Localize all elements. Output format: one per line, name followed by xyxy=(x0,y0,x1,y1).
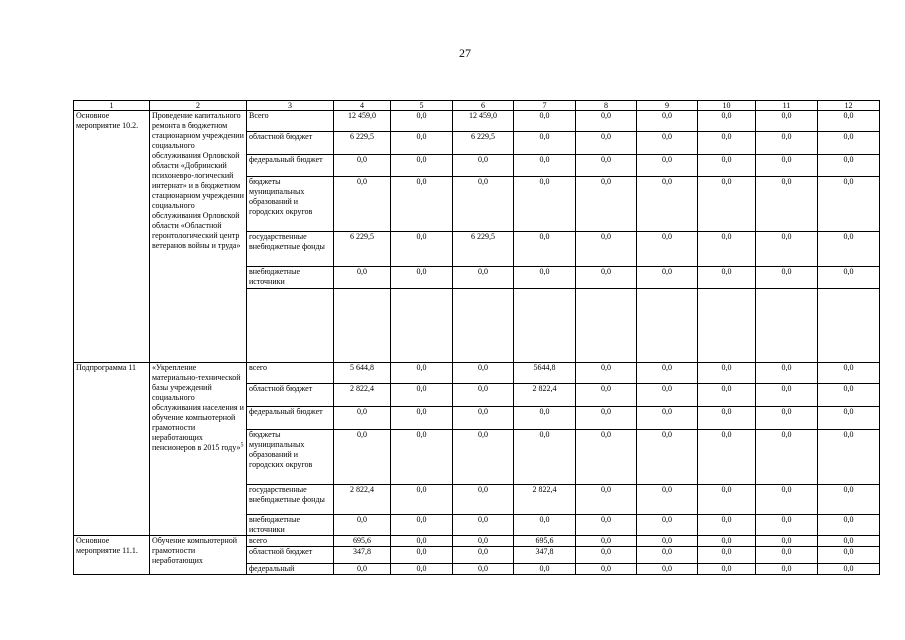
amount-cell: 0,0 xyxy=(756,111,818,132)
amount-cell: 0,0 xyxy=(756,155,818,177)
amount-cell: 0,0 xyxy=(391,177,453,232)
amount-cell: 0,0 xyxy=(698,430,756,485)
amount-cell: 2 822,4 xyxy=(334,485,391,515)
column-number: 11 xyxy=(756,101,818,111)
header-row xyxy=(74,101,880,111)
amount-cell: 0,0 xyxy=(391,430,453,485)
amount-cell: 0,0 xyxy=(698,232,756,267)
amount-cell: 0,0 xyxy=(391,155,453,177)
amount-cell xyxy=(698,289,756,363)
program-code-cell: Основное мероприятие 11.1. xyxy=(74,536,150,575)
funding-source-cell: федеральный xyxy=(247,564,334,575)
amount-cell: 0,0 xyxy=(391,232,453,267)
amount-cell: 0,0 xyxy=(637,232,698,267)
amount-cell: 5 644,8 xyxy=(334,363,391,384)
amount-cell: 0,0 xyxy=(576,132,637,155)
funding-source-cell: федеральный бюджет xyxy=(247,155,334,177)
amount-cell: 0,0 xyxy=(756,485,818,515)
amount-cell: 0,0 xyxy=(818,232,880,267)
amount-cell: 0,0 xyxy=(334,267,391,289)
amount-cell: 347,8 xyxy=(334,547,391,564)
amount-cell: 0,0 xyxy=(637,155,698,177)
amount-cell: 0,0 xyxy=(514,177,576,232)
amount-cell: 12 459,0 xyxy=(453,111,514,132)
funding-source-cell: бюджеты муниципальных образований и городских округов xyxy=(247,430,334,485)
amount-cell: 0,0 xyxy=(637,515,698,536)
amount-cell: 0,0 xyxy=(453,407,514,430)
amount-cell: 0,0 xyxy=(453,267,514,289)
amount-cell: 0,0 xyxy=(334,564,391,575)
table-row xyxy=(74,363,880,384)
column-number: 12 xyxy=(818,101,880,111)
amount-cell: 0,0 xyxy=(391,384,453,407)
amount-cell: 0,0 xyxy=(818,132,880,155)
funding-source-cell: федеральный бюджет xyxy=(247,407,334,430)
amount-cell: 0,0 xyxy=(576,547,637,564)
amount-cell: 0,0 xyxy=(756,430,818,485)
program-code-cell: Подпрограмма 11 xyxy=(74,363,150,536)
column-number: 4 xyxy=(334,101,391,111)
amount-cell: 0,0 xyxy=(391,132,453,155)
amount-cell: 6 229,5 xyxy=(334,132,391,155)
table-row xyxy=(74,536,880,547)
amount-cell: 0,0 xyxy=(576,363,637,384)
amount-cell: 0,0 xyxy=(818,407,880,430)
amount-cell: 12 459,0 xyxy=(334,111,391,132)
amount-cell xyxy=(576,289,637,363)
amount-cell: 0,0 xyxy=(637,536,698,547)
amount-cell: 0,0 xyxy=(576,430,637,485)
amount-cell: 6 229,5 xyxy=(334,232,391,267)
amount-cell: 0,0 xyxy=(698,155,756,177)
amount-cell xyxy=(391,289,453,363)
column-number: 2 xyxy=(150,101,247,111)
amount-cell: 0,0 xyxy=(637,132,698,155)
amount-cell: 0,0 xyxy=(576,155,637,177)
footnote-marker: 5 xyxy=(240,442,244,449)
column-number: 6 xyxy=(453,101,514,111)
amount-cell: 0,0 xyxy=(756,363,818,384)
amount-cell: 0,0 xyxy=(818,111,880,132)
amount-cell: 6 229,5 xyxy=(453,132,514,155)
amount-cell: 0,0 xyxy=(698,384,756,407)
amount-cell: 0,0 xyxy=(391,515,453,536)
amount-cell: 0,0 xyxy=(756,547,818,564)
amount-cell: 2 822,4 xyxy=(334,384,391,407)
program-code-cell: Основное мероприятие 10.2. xyxy=(74,111,150,363)
amount-cell: 0,0 xyxy=(756,564,818,575)
amount-cell: 0,0 xyxy=(818,267,880,289)
amount-cell: 0,0 xyxy=(756,267,818,289)
page-number: 27 xyxy=(459,46,471,60)
amount-cell: 0,0 xyxy=(576,177,637,232)
column-number: 8 xyxy=(576,101,637,111)
amount-cell: 0,0 xyxy=(756,132,818,155)
amount-cell: 0,0 xyxy=(453,430,514,485)
amount-cell: 0,0 xyxy=(391,407,453,430)
amount-cell: 0,0 xyxy=(818,547,880,564)
amount-cell: 0,0 xyxy=(756,536,818,547)
amount-cell: 0,0 xyxy=(453,155,514,177)
amount-cell: 0,0 xyxy=(637,267,698,289)
amount-cell: 0,0 xyxy=(453,384,514,407)
column-number: 3 xyxy=(247,101,334,111)
amount-cell xyxy=(514,289,576,363)
column-number: 1 xyxy=(74,101,150,111)
amount-cell: 0,0 xyxy=(514,132,576,155)
amount-cell: 0,0 xyxy=(818,485,880,515)
amount-cell: 0,0 xyxy=(514,111,576,132)
amount-cell: 0,0 xyxy=(514,407,576,430)
amount-cell: 0,0 xyxy=(756,407,818,430)
amount-cell: 0,0 xyxy=(576,536,637,547)
funding-source-cell: всего xyxy=(247,536,334,547)
amount-cell: 0,0 xyxy=(334,177,391,232)
amount-cell: 0,0 xyxy=(391,547,453,564)
amount-cell: 0,0 xyxy=(514,155,576,177)
amount-cell: 0,0 xyxy=(756,515,818,536)
amount-cell: 0,0 xyxy=(818,177,880,232)
amount-cell: 0,0 xyxy=(698,485,756,515)
amount-cell: 0,0 xyxy=(453,485,514,515)
amount-cell: 0,0 xyxy=(334,430,391,485)
amount-cell: 0,0 xyxy=(391,536,453,547)
amount-cell xyxy=(637,289,698,363)
amount-cell: 0,0 xyxy=(576,564,637,575)
column-number: 5 xyxy=(391,101,453,111)
amount-cell xyxy=(334,289,391,363)
amount-cell: 0,0 xyxy=(576,515,637,536)
column-number: 10 xyxy=(698,101,756,111)
amount-cell: 0,0 xyxy=(698,363,756,384)
funding-source-cell: государственные внебюджетные фонды xyxy=(247,232,334,267)
funding-source-cell xyxy=(247,289,334,363)
amount-cell: 0,0 xyxy=(453,515,514,536)
amount-cell: 0,0 xyxy=(576,111,637,132)
amount-cell: 0,0 xyxy=(576,384,637,407)
amount-cell: 0,0 xyxy=(637,564,698,575)
amount-cell: 0,0 xyxy=(637,111,698,132)
amount-cell: 0,0 xyxy=(391,485,453,515)
amount-cell: 0,0 xyxy=(576,407,637,430)
amount-cell xyxy=(756,289,818,363)
amount-cell: 0,0 xyxy=(453,363,514,384)
amount-cell: 0,0 xyxy=(391,267,453,289)
program-description-cell xyxy=(150,536,247,575)
amount-cell: 0,0 xyxy=(391,564,453,575)
funding-table xyxy=(73,100,880,575)
amount-cell: 0,0 xyxy=(818,363,880,384)
amount-cell: 6 229,5 xyxy=(453,232,514,267)
program-description-cell xyxy=(150,111,247,363)
amount-cell: 0,0 xyxy=(756,384,818,407)
program-description-text: Проведение капитального ремонта в бюджетном стационарном учреждении социального обслуживания Орловской области «Добринский психоневро-логический интернат» и в бюджетном стационарном учреждении социального обслуживания Орловской области «Областной геронтологический центр ветеранов войны и труда» xyxy=(152,111,244,250)
amount-cell: 0,0 xyxy=(391,363,453,384)
amount-cell: 2 822,4 xyxy=(514,485,576,515)
amount-cell: 0,0 xyxy=(818,536,880,547)
amount-cell: 0,0 xyxy=(698,267,756,289)
amount-cell: 695,6 xyxy=(514,536,576,547)
amount-cell: 0,0 xyxy=(698,177,756,232)
funding-source-cell: государственные внебюджетные фонды xyxy=(247,485,334,515)
amount-cell: 0,0 xyxy=(637,485,698,515)
amount-cell: 0,0 xyxy=(334,407,391,430)
amount-cell: 0,0 xyxy=(514,232,576,267)
amount-cell: 5644,8 xyxy=(514,363,576,384)
amount-cell: 0,0 xyxy=(576,267,637,289)
funding-source-cell: бюджеты муниципальных образований и городских округов xyxy=(247,177,334,232)
funding-source-cell: всего xyxy=(247,363,334,384)
amount-cell: 0,0 xyxy=(698,111,756,132)
amount-cell: 0,0 xyxy=(576,485,637,515)
amount-cell: 0,0 xyxy=(756,232,818,267)
table-row xyxy=(74,111,880,132)
amount-cell: 0,0 xyxy=(514,564,576,575)
amount-cell: 0,0 xyxy=(698,547,756,564)
amount-cell: 347,8 xyxy=(514,547,576,564)
amount-cell: 0,0 xyxy=(514,267,576,289)
amount-cell: 0,0 xyxy=(818,155,880,177)
amount-cell: 0,0 xyxy=(576,232,637,267)
amount-cell: 0,0 xyxy=(818,384,880,407)
amount-cell: 0,0 xyxy=(514,430,576,485)
amount-cell: 0,0 xyxy=(391,111,453,132)
amount-cell: 0,0 xyxy=(637,407,698,430)
amount-cell xyxy=(453,289,514,363)
amount-cell: 0,0 xyxy=(453,177,514,232)
amount-cell: 0,0 xyxy=(637,430,698,485)
amount-cell: 0,0 xyxy=(698,536,756,547)
amount-cell: 2 822,4 xyxy=(514,384,576,407)
amount-cell: 0,0 xyxy=(698,515,756,536)
amount-cell: 0,0 xyxy=(637,363,698,384)
amount-cell: 0,0 xyxy=(637,384,698,407)
funding-source-cell: областной бюджет xyxy=(247,547,334,564)
amount-cell: 0,0 xyxy=(818,515,880,536)
program-description-text: «Укрепление материально-технической базы учреждений социального обслуживания населения и обучение компьютерной грамотности неработающих пенсионеров в 2015 году» xyxy=(152,363,244,452)
program-description-cell xyxy=(150,363,247,536)
amount-cell: 0,0 xyxy=(453,536,514,547)
funding-source-cell: областной бюджет xyxy=(247,132,334,155)
amount-cell: 0,0 xyxy=(514,515,576,536)
amount-cell: 0,0 xyxy=(334,155,391,177)
amount-cell: 0,0 xyxy=(453,564,514,575)
column-number: 9 xyxy=(637,101,698,111)
funding-source-cell: Всего xyxy=(247,111,334,132)
amount-cell: 695,6 xyxy=(334,536,391,547)
amount-cell: 0,0 xyxy=(698,564,756,575)
amount-cell: 0,0 xyxy=(637,177,698,232)
program-description-text: Обучение компьютерной грамотности неработающих xyxy=(152,536,238,565)
funding-source-cell: областной бюджет xyxy=(247,384,334,407)
amount-cell: 0,0 xyxy=(334,515,391,536)
amount-cell: 0,0 xyxy=(756,177,818,232)
amount-cell: 0,0 xyxy=(818,430,880,485)
funding-source-cell: внебюджетные источники xyxy=(247,267,334,289)
amount-cell: 0,0 xyxy=(698,132,756,155)
funding-source-cell: внебюджетные источники xyxy=(247,515,334,536)
amount-cell: 0,0 xyxy=(818,564,880,575)
amount-cell: 0,0 xyxy=(637,547,698,564)
amount-cell xyxy=(818,289,880,363)
amount-cell: 0,0 xyxy=(698,407,756,430)
column-number: 7 xyxy=(514,101,576,111)
amount-cell: 0,0 xyxy=(453,547,514,564)
